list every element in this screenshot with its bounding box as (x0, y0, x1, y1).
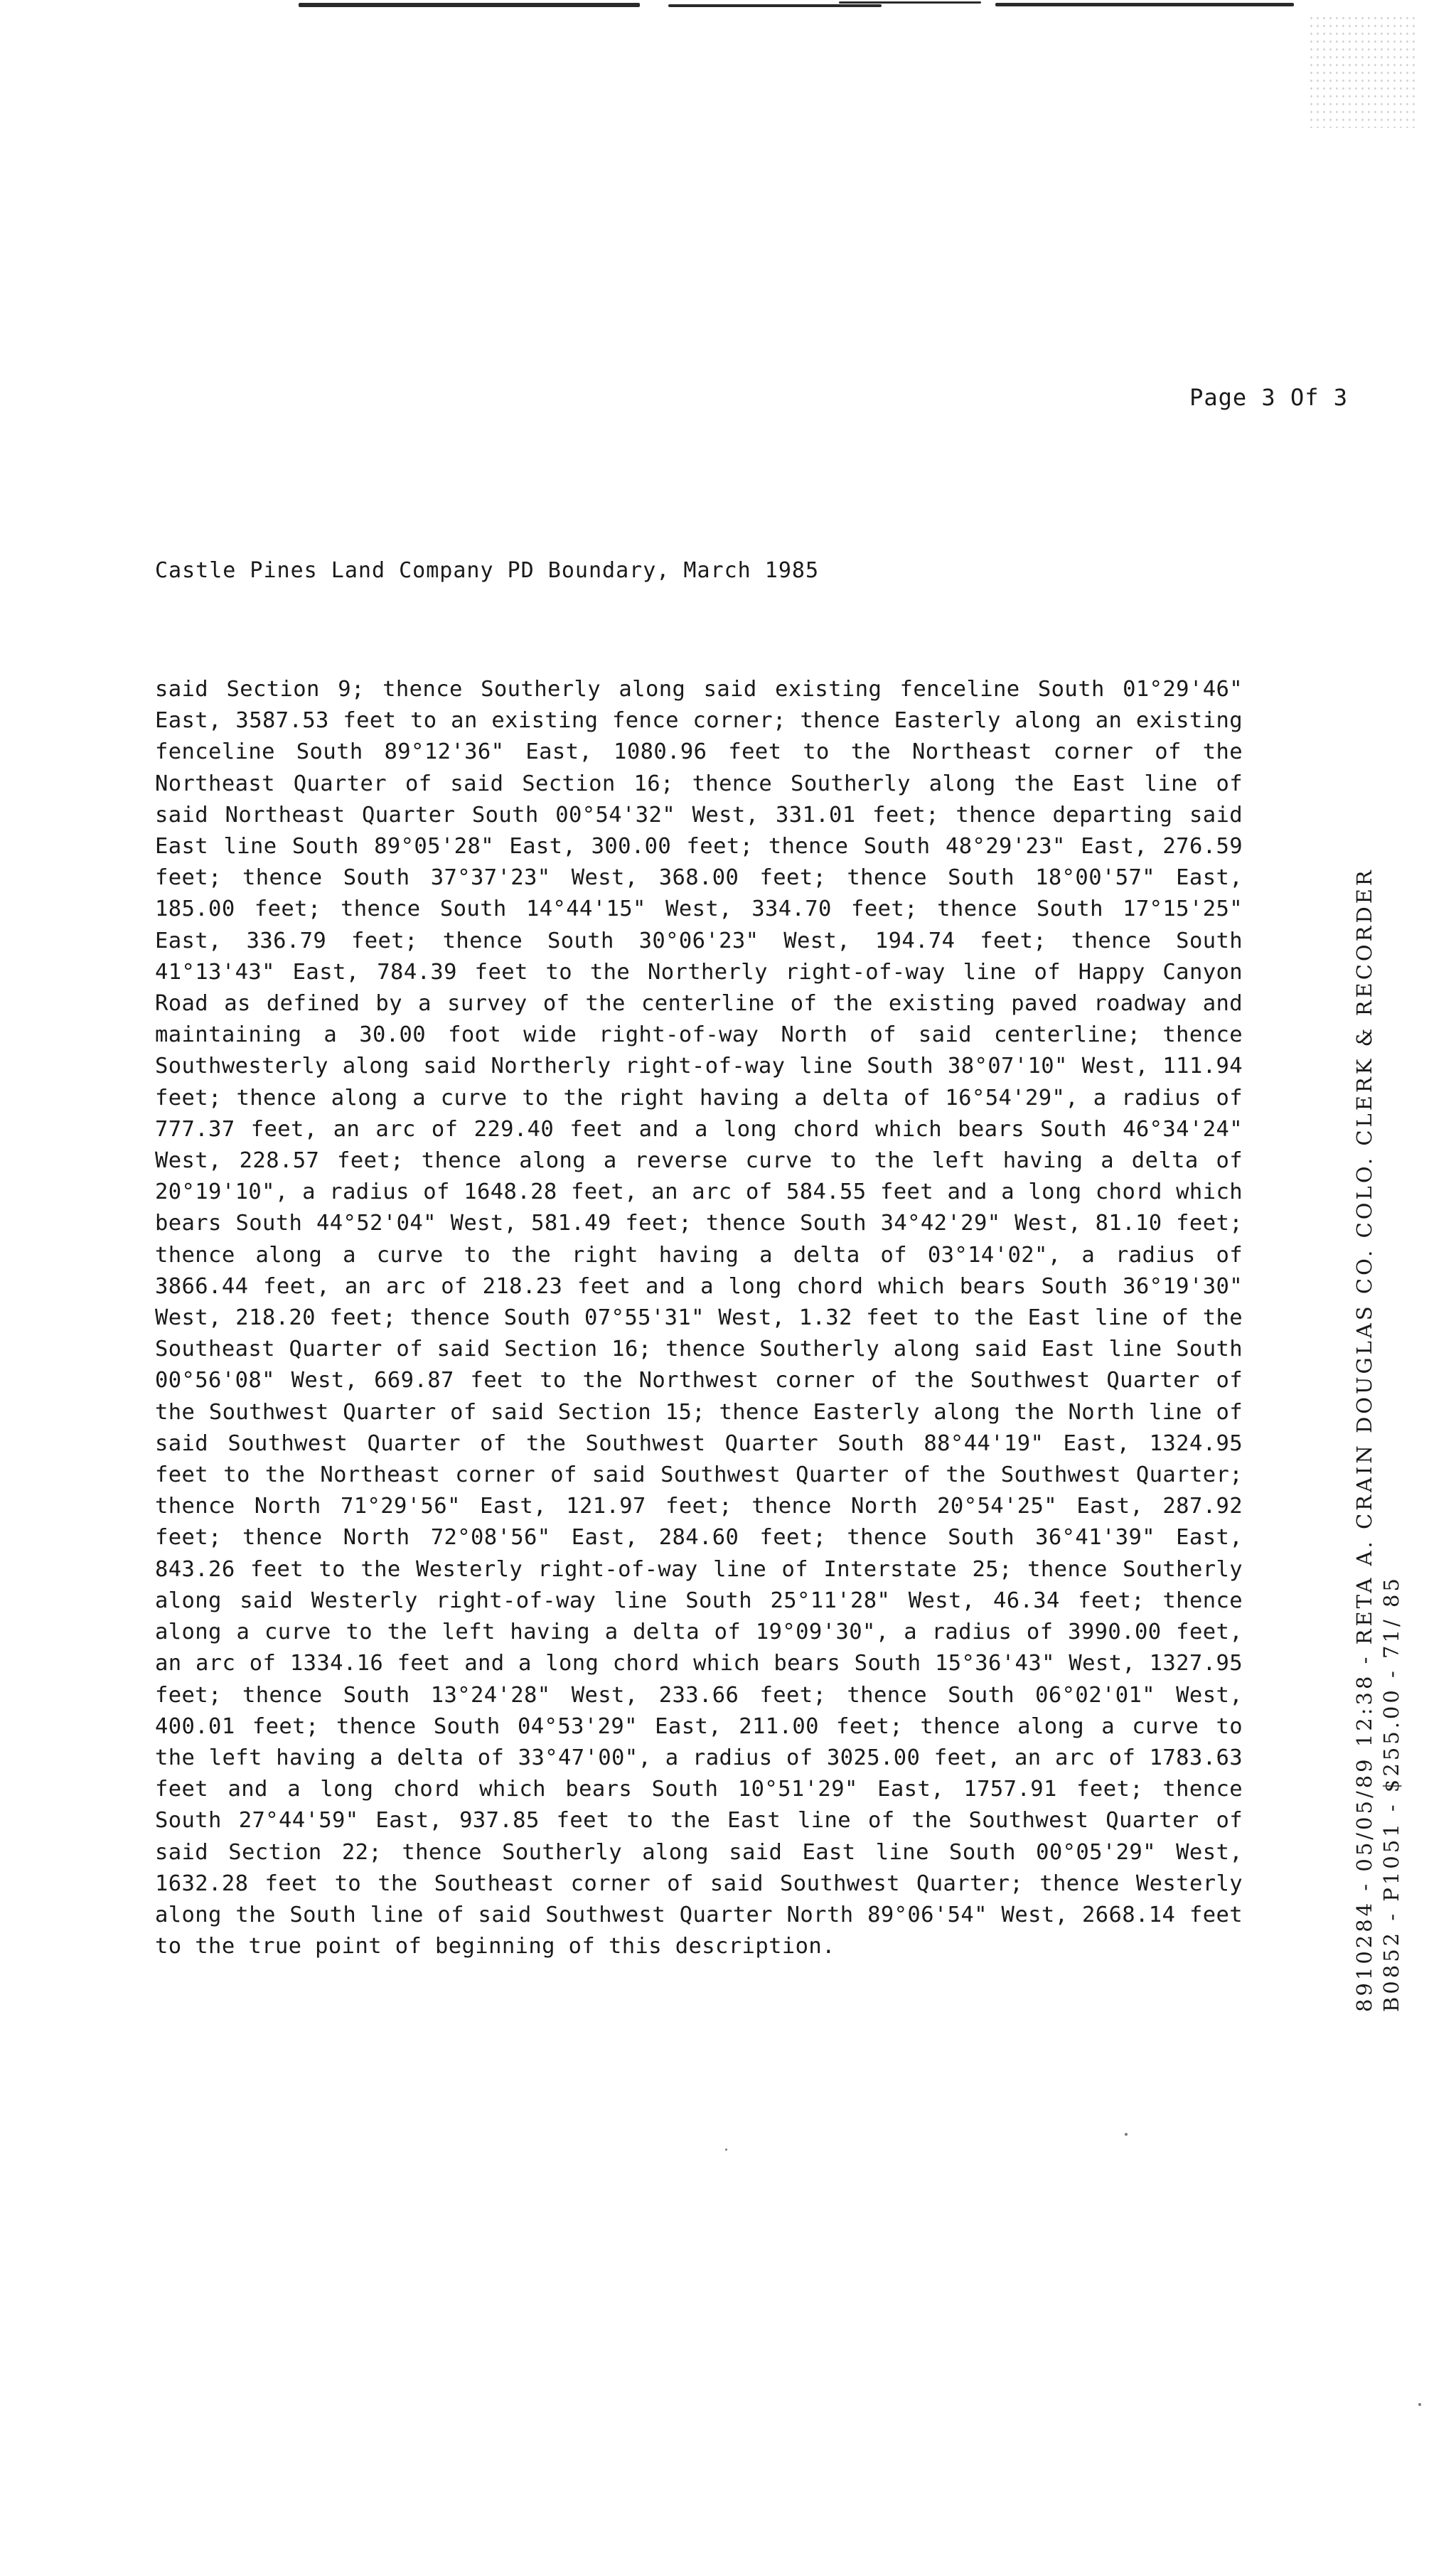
scan-mark (299, 3, 640, 7)
scan-mark (668, 4, 882, 7)
scan-noise-corner (1308, 14, 1415, 128)
scan-artifact-top (0, 0, 1456, 21)
scan-speck (1418, 2403, 1421, 2406)
scan-speck (1125, 2133, 1128, 2136)
scan-mark (839, 1, 981, 4)
page-number: Page 3 Of 3 (1189, 384, 1348, 411)
recording-stamp-line-1: 8910284 - 05/05/89 12:38 - RETA A. CRAIN DOUGLAS CO. COLO. CLERK & RECORDER (1352, 867, 1376, 2012)
recording-stamp-line-2: B0852 - P1051 - $255.00 - 71/ 85 (1379, 1576, 1403, 2012)
scan-mark (995, 3, 1294, 6)
document-heading: Castle Pines Land Company PD Boundary, March 1985 (155, 558, 820, 583)
scan-speck (725, 2149, 727, 2151)
legal-description-body: said Section 9; thence Southerly along said existing fenceline South 01°29'46" East, 3587.53 feet to an existing fence corner; thence Easterly along an existing fenceline South 89°12'36" East, 1080.96 feet to the Northeast corner of the Northeast Quarter of said Section 16; thence Southerly along the East line of said Northeast Quarter South 00°54'32" West, 331.01 feet; thence departing said East line South 89°05'28" East, 300.00 feet; thence South 48°29'23" East, 276.59 feet; thence South 37°37'23" West, 368.00 feet; thence South 18°00'57" East, 185.00 feet; thence South 14°44'15" West, 334.70 feet; thence South 17°15'25" East, 336.79 feet; thence South 30°06'23" West, 194.74 feet; thence South 41°13'43" East, 784.39 feet to the Northerly right-of-way line of Happy Canyon Road as defined by a survey of the centerline of the existing paved roadway and maintaining a 30.00 foot wide right-of-way North of said centerline; thence Southwesterly along said Northerly right-of-way line South 38°07'10" West, 111.94 feet; thence along a curve to the right having a delta of 16°54'29", a radius of 777.37 feet, an arc of 229.40 feet and a long chord which bears South 46°34'24" West, 228.57 feet; thence along a reverse curve to the left having a delta of 20°19'10", a radius of 1648.28 feet, an arc of 584.55 feet and a long chord which bears South 44°52'04" West, 581.49 feet; thence South 34°42'29" West, 81.10 feet; thence along a curve to the right having a delta of 03°14'02", a radius of 3866.44 feet, an arc of 218.23 feet and a long chord which bears South 36°19'30" West, 218.20 feet; thence South 07°55'31" West, 1.32 feet to the East line of the Southeast Quarter of said Section 16; thence Southerly along said East line South 00°56'08" West, 669.87 feet to the Northwest corner of the Southwest Quarter of the Southwest Quarter of said Section 15; thence Easterly along the North line of said Southwest Quarter of the Southwest Quarter South 88°44'19" East, 1324.95 feet to the Northeast corner of said Southwest Quarter of the Southwest Quarter; thence North 71°29'56" East, 121.97 feet; thence North 20°54'25" East, 287.92 feet; thence North 72°08'56" East, 284.60 feet; thence South 36°41'39" East, 843.26 feet to the Westerly right-of-way line of Interstate 25; thence Southerly along said Westerly right-of-way line South 25°11'28" West, 46.34 feet; thence along a curve to the left having a delta of 19°09'30", a radius of 3990.00 feet, an arc of 1334.16 feet and a long chord which bears South 15°36'43" West, 1327.95 feet; thence South 13°24'28" West, 233.66 feet; thence South 06°02'01" West, 400.01 feet; thence South 04°53'29" East, 211.00 feet; thence along a curve to the left having a delta of 33°47'00", a radius of 3025.00 feet, an arc of 1783.63 feet and a long chord which bears South 10°51'29" East, 1757.91 feet; thence South 27°44'59" East, 937.85 feet to the East line of the Southwest Quarter of said Section 22; thence Southerly along said East line South 00°05'29" West, 1632.28 feet to the Southeast corner of said Southwest Quarter; thence Westerly along the South line of said Southwest Quarter North 89°06'54" West, 2668.14 feet to the true point of beginning of this description. (155, 677, 1243, 1959)
